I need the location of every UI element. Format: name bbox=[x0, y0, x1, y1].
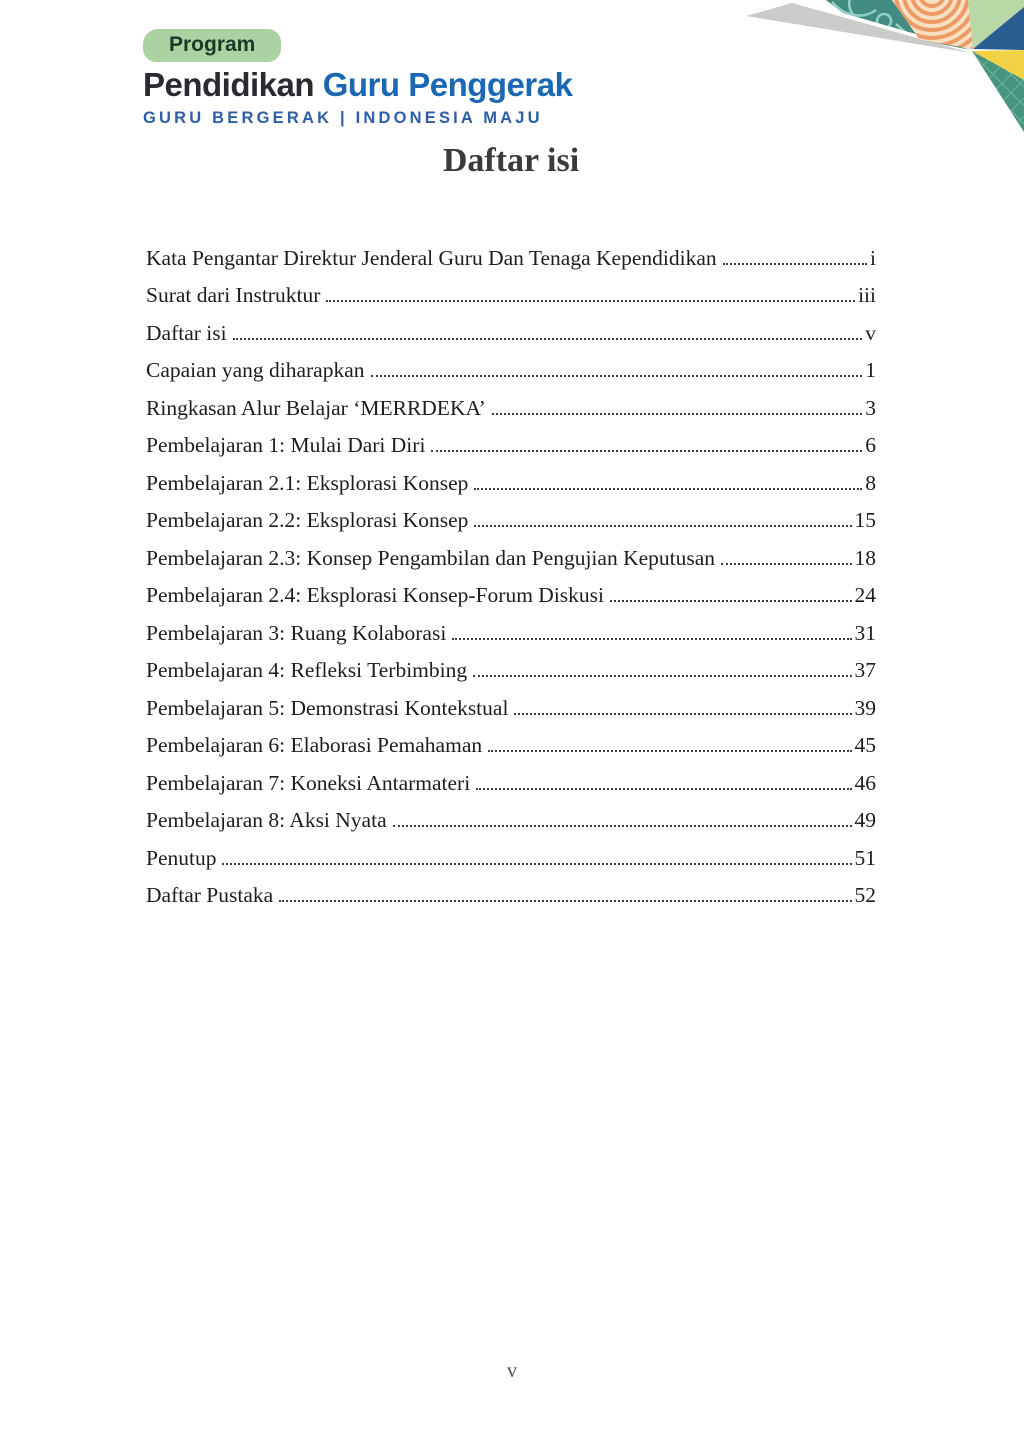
toc-entry-page: 31 bbox=[854, 620, 876, 645]
toc-entry-label: Pembelajaran 5: Demonstrasi Kontekstual bbox=[146, 695, 509, 720]
toc-entry-page: 49 bbox=[854, 808, 876, 833]
toc-entry[interactable] bbox=[146, 721, 876, 759]
toc-entry-label: Pembelajaran 3: Ruang Kolaborasi bbox=[146, 620, 447, 645]
toc-entry-page: i bbox=[870, 245, 876, 270]
toc-entry-page: 15 bbox=[854, 508, 876, 533]
toc-dot-leader bbox=[326, 300, 855, 302]
toc-dot-leader bbox=[723, 263, 867, 265]
toc-entry[interactable] bbox=[146, 571, 876, 609]
toc-entry-label: Daftar isi bbox=[146, 320, 227, 345]
toc-entry[interactable] bbox=[146, 871, 876, 909]
toc-dot-leader bbox=[452, 638, 851, 640]
toc-dot-leader bbox=[492, 413, 862, 415]
toc-entry-label: Pembelajaran 2.1: Eksplorasi Konsep bbox=[146, 470, 469, 495]
page-title: Daftar isi bbox=[442, 142, 580, 179]
toc-entry-page: 1 bbox=[865, 358, 876, 383]
toc-entry-label: Capaian yang diharapkan bbox=[146, 358, 365, 383]
toc-entry-page: 3 bbox=[865, 395, 876, 420]
toc-entry[interactable] bbox=[146, 683, 876, 721]
toc-entry[interactable] bbox=[146, 271, 876, 309]
toc-entry[interactable] bbox=[146, 646, 876, 684]
toc-entry[interactable] bbox=[146, 496, 876, 534]
toc-entry-label: Pembelajaran 2.3: Konsep Pengambilan dan Pengujian Keputusan bbox=[146, 545, 716, 570]
toc-entry-label: Pembelajaran 6: Elaborasi Pemahaman bbox=[146, 733, 483, 758]
toc-entry[interactable] bbox=[146, 758, 876, 796]
toc-entry[interactable] bbox=[146, 308, 876, 346]
toc-entry-label: Pembelajaran 1: Mulai Dari Diri bbox=[146, 433, 426, 458]
toc-entry-label: Daftar Pustaka bbox=[146, 883, 274, 908]
brand-name-accent: Guru Penggerak bbox=[322, 66, 573, 104]
toc-entry-page: v bbox=[865, 320, 876, 345]
toc-dot-leader bbox=[610, 600, 851, 602]
toc-entry[interactable] bbox=[146, 421, 876, 459]
toc-entry-page: 6 bbox=[865, 433, 876, 458]
toc-entry-label: Surat dari Instruktur bbox=[146, 283, 321, 308]
toc-dot-leader bbox=[371, 375, 863, 377]
toc-dot-leader bbox=[431, 450, 862, 452]
toc-entry-label: Pembelajaran 2.2: Eksplorasi Konsep bbox=[146, 508, 469, 533]
brand-name bbox=[143, 66, 572, 104]
toc-entry-page: 46 bbox=[854, 770, 876, 795]
brand-name-dark: Pendidikan bbox=[143, 66, 315, 104]
toc-entry-label: Ringkasan Alur Belajar ‘MERRDEKA’ bbox=[146, 395, 486, 420]
toc-dot-leader bbox=[279, 900, 851, 902]
program-badge: Program bbox=[143, 29, 281, 62]
toc-entry-page: 8 bbox=[865, 470, 876, 495]
toc-dot-leader bbox=[474, 525, 851, 527]
toc-dot-leader bbox=[514, 713, 851, 715]
toc-entry-label: Kata Pengantar Direktur Jenderal Guru Dan Tenaga Kependidikan bbox=[146, 245, 717, 270]
toc-entry[interactable] bbox=[146, 833, 876, 871]
toc-entry-label: Pembelajaran 2.4: Eksplorasi Konsep-Forum Diskusi bbox=[146, 583, 605, 608]
toc-dot-leader bbox=[393, 825, 852, 827]
toc-dot-leader bbox=[474, 488, 862, 490]
toc-dot-leader bbox=[233, 338, 863, 340]
toc-entry[interactable] bbox=[146, 796, 876, 834]
toc-entry[interactable] bbox=[146, 608, 876, 646]
table-of-contents bbox=[146, 233, 876, 908]
toc-entry-label: Pembelajaran 8: Aksi Nyata bbox=[146, 808, 387, 833]
toc-dot-leader bbox=[488, 750, 851, 752]
toc-entry-page: 18 bbox=[854, 545, 876, 570]
toc-entry[interactable] bbox=[146, 383, 876, 421]
toc-entry-page: 39 bbox=[854, 695, 876, 720]
toc-entry-page: 45 bbox=[854, 733, 876, 758]
toc-entry[interactable] bbox=[146, 233, 876, 271]
page-footer bbox=[0, 1360, 1024, 1383]
toc-dot-leader bbox=[473, 675, 851, 677]
toc-entry-label: Pembelajaran 7: Koneksi Antarmateri bbox=[146, 770, 471, 795]
toc-entry-label: Penutup bbox=[146, 845, 217, 870]
toc-entry-page: 51 bbox=[854, 845, 876, 870]
toc-entry[interactable] bbox=[146, 458, 876, 496]
program-logo bbox=[143, 29, 572, 128]
brand-tagline: GURU BERGERAK | INDONESIA MAJU bbox=[143, 109, 543, 128]
toc-entry[interactable] bbox=[146, 533, 876, 571]
toc-entry-page: 37 bbox=[854, 658, 876, 683]
toc-entry-page: iii bbox=[858, 283, 876, 308]
toc-entry-page: 24 bbox=[854, 583, 876, 608]
toc-entry-page: 52 bbox=[854, 883, 876, 908]
toc-dot-leader bbox=[721, 563, 851, 565]
toc-dot-leader bbox=[476, 788, 851, 790]
toc-entry-label: Pembelajaran 4: Refleksi Terbimbing bbox=[146, 658, 468, 683]
toc-dot-leader bbox=[222, 863, 851, 865]
footer-page-number: v bbox=[507, 1360, 517, 1382]
toc-entry[interactable] bbox=[146, 346, 876, 384]
